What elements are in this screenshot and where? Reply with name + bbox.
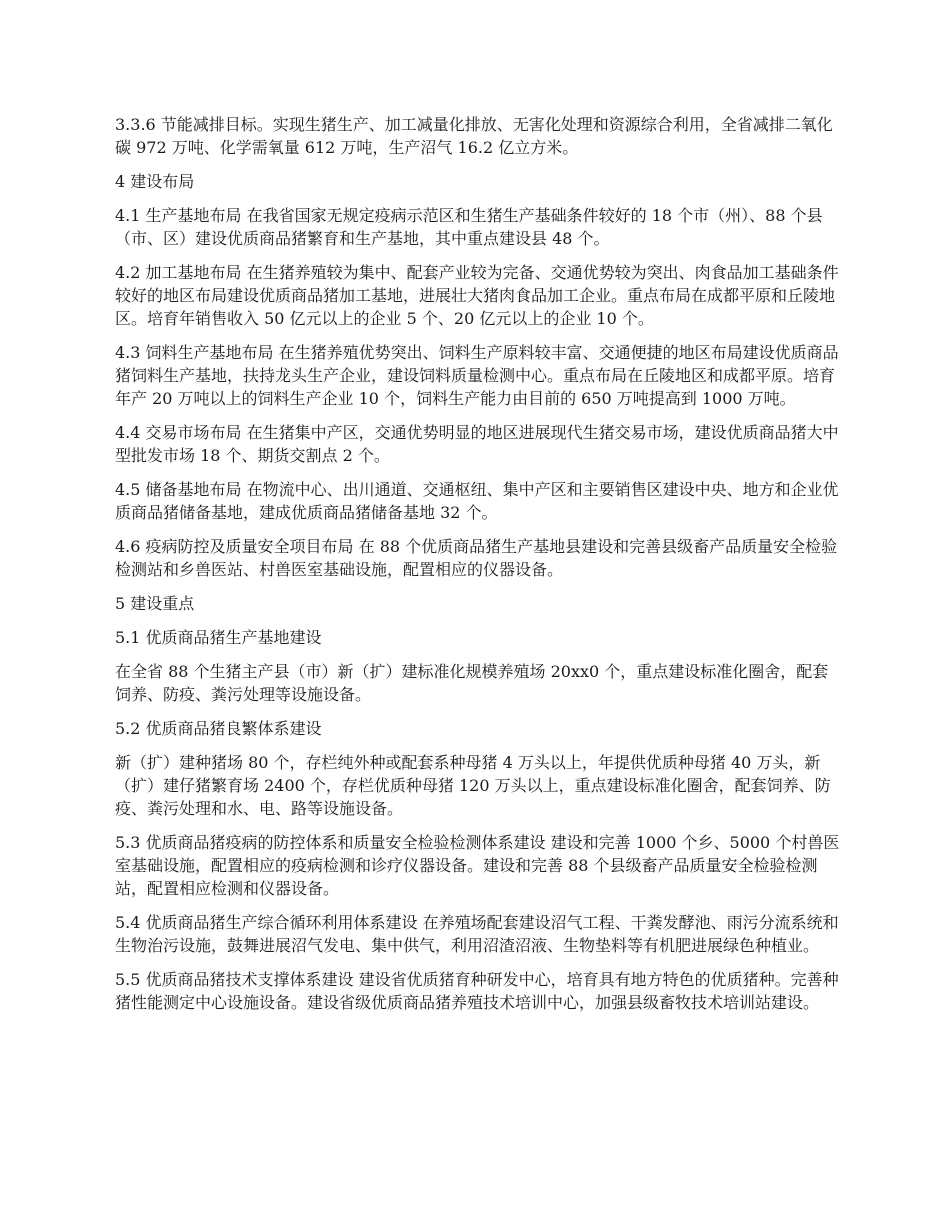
paragraph-processing-base-layout: 4.2 加工基地布局 在生猪养殖较为集中、配套产业较为完备、交通优势较为突出、肉食品加工基础条件较好的地区布局建设优质商品猪加工基地，进展壮大猪肉食品加工企业。重点布局在成都平原和丘陵地区。培育年销售收入 50 亿元以上的企业 5 个、20 亿元以上的企业 10 个。: [115, 263, 839, 328]
heading-construction-layout: 4 建设布局: [115, 172, 195, 191]
paragraph-technical-support-system: 5.5 优质商品猪技术支撑体系建设 建设省优质猪育种研发中心，培育具有地方特色的优质猪种。完善种猪性能测定中心设施设备。建设省级优质商品猪养殖技术培训中心，加强县级畜牧技术培训站建设。: [115, 970, 839, 1012]
paragraph-market-layout: 4.4 交易市场布局 在生猪集中产区，交通优势明显的地区进展现代生猪交易市场，建设优质商品猪大中型批发市场 18 个、期货交割点 2 个。: [115, 423, 839, 465]
heading-construction-focus: 5 建设重点: [115, 594, 195, 613]
heading-production-base-construction: 5.1 优质商品猪生产基地建设: [115, 628, 322, 647]
heading-breeding-system: 5.2 优质商品猪良繁体系建设: [115, 719, 322, 738]
paragraph-production-base-layout: 4.1 生产基地布局 在我省国家无规定疫病示范区和生猪生产基础条件较好的 18 个市（州）、88 个县（市、区）建设优质商品猪繁育和生产基地，其中重点建设县 48 个。: [115, 206, 823, 248]
paragraph-energy-saving-target: 3.3.6 节能减排目标。实现生猪生产、加工减量化排放、无害化处理和资源综合利用，全省减排二氧化碳 972 万吨、化学需氧量 612 万吨，生产沼气 16.2 亿立方米。: [115, 115, 833, 157]
paragraph-breeding-system: 新（扩）建种猪场 80 个，存栏纯外种或配套系种母猪 4 万头以上，年提供优质种母猪 40 万头，新（扩）建仔猪繁育场 2400 个，存栏优质种母猪 120 万头以上，重点建设标准化圈舍，配套饲养、防疫、粪污处理和水、电、路等设施设备。: [115, 753, 831, 818]
paragraph-disease-control-system: 5.3 优质商品猪疫病的防控体系和质量安全检验检测体系建设 建设和完善 1000 个乡、5000 个村兽医室基础设施，配置相应的疫病检测和诊疗仪器设备。建设和完善 88 个县级畜产品质量安全检验检测站，配置相应检测和仪器设备。: [115, 833, 840, 898]
paragraph-production-base-construction: 在全省 88 个生猪主产县（市）新（扩）建标准化规模养殖场 20xx0 个，重点建设标准化圈舍，配套饲养、防疫、粪污处理等设施设备。: [115, 662, 829, 704]
paragraph-disease-control-layout: 4.6 疫病防控及质量安全项目布局 在 88 个优质商品猪生产基地县建设和完善县级畜产品质量安全检验检测站和乡兽医站、村兽医室基础设施，配置相应的仪器设备。: [115, 537, 838, 579]
paragraph-recycling-system: 5.4 优质商品猪生产综合循环利用体系建设 在养殖场配套建设沼气工程、干粪发酵池、雨污分流系统和生物治污设施，鼓舞进展沼气发电、集中供气，利用沼渣沼液、生物垫料等有机肥进展绿色种植业。: [115, 913, 839, 955]
paragraph-feed-base-layout: 4.3 饲料生产基地布局 在生猪养殖优势突出、饲料生产原料较丰富、交通便捷的地区布局建设优质商品猪饲料生产基地，扶持龙头生产企业，建设饲料质量检测中心。重点布局在丘陵地区和成都平原。培育年产 20 万吨以上的饲料生产企业 10 个，饲料生产能力由目前的 650 万吨提高到 1000 万吨。: [115, 343, 839, 408]
paragraph-reserve-base-layout: 4.5 储备基地布局 在物流中心、出川通道、交通枢纽、集中产区和主要销售区建设中央、地方和企业优质商品猪储备基地，建成优质商品猪储备基地 32 个。: [115, 480, 839, 522]
